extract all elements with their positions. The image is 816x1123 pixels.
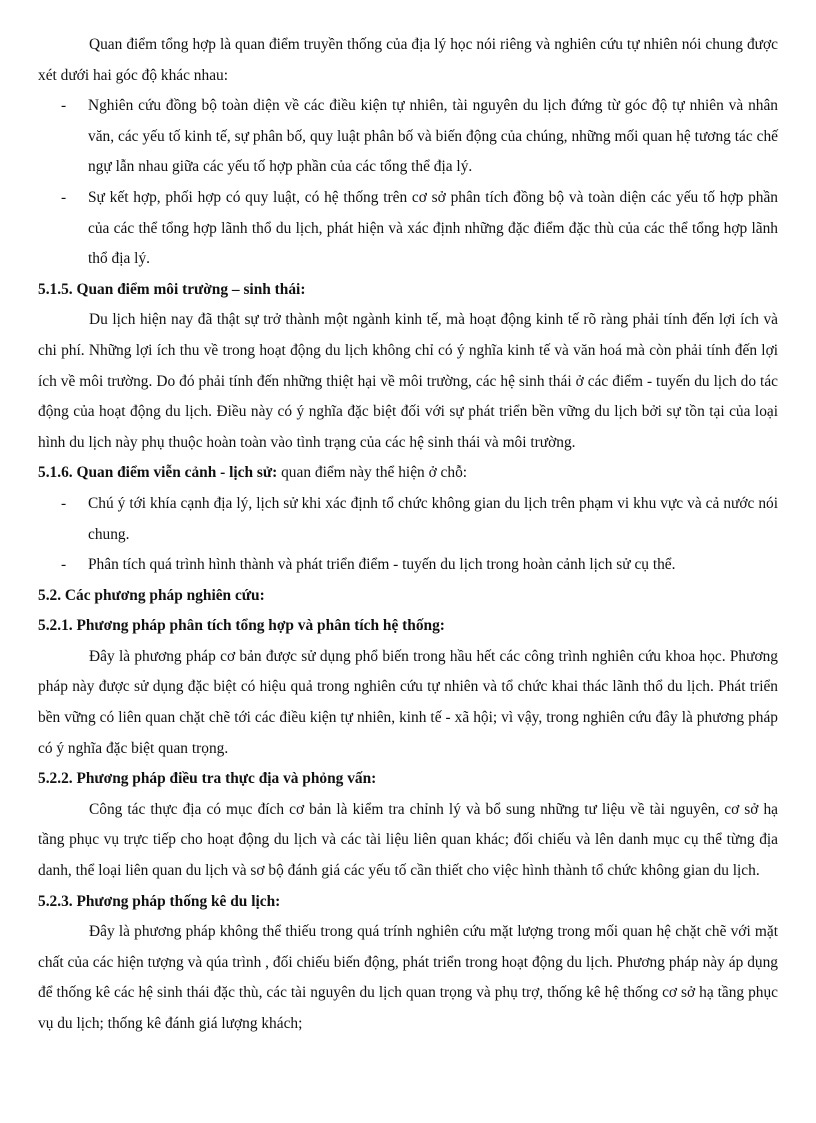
statistics-paragraph: Đây là phương pháp không thể thiếu trong quá trính nghiên cứu mặt lượng trong mối quan hệ chặt chẽ với mặt chất của các hiện tượng và qúa trình , đối chiếu biến động, phát triển trong hoạt động du lịch. Phương pháp này áp dụng để thống kê các hệ sinh thái đặc thù, các tài nguyên du lịch quan trọng và phụ trợ, thống kê hệ thống cơ sở hạ tầng phục vụ du lịch; thống kê đánh giá lượng khách; bbox=[38, 923, 778, 1032]
environment-paragraph: Du lịch hiện nay đã thật sự trở thành một ngành kinh tế, mà hoạt động kinh tế rõ ràng phải tính đến lợi ích và chi phí. Những lợi ích thu về trong hoạt động du lịch không chỉ có ý nghĩa kinh tế và văn hoá mà còn phải tính đến lợi ích về môi trường. Do đó phải tính đến những thiệt hại về môi trường, các hệ sinh thái ở các điểm - tuyến du lịch do tác động của hoạt động du lịch. Điều này có ý nghĩa đặc biệt đối với sự phát triển bền vững du lịch bởi sự tồn tại của loại hình du lịch này phụ thuộc hoàn toàn vào tình trạng của các hệ sinh thái và môi trường. bbox=[38, 311, 778, 451]
list-item bbox=[38, 183, 778, 275]
section-heading-5-1-6 bbox=[38, 458, 778, 489]
section-heading-5-2: 5.2. Các phương pháp nghiên cứu: bbox=[38, 586, 265, 604]
section-heading-5-2-2: 5.2.2. Phương pháp điều tra thực địa và phỏng vấn: bbox=[38, 770, 377, 788]
field-survey-paragraph: Công tác thực địa có mục đích cơ bản là kiểm tra chỉnh lý và bổ sung những tư liệu về tài nguyên, cơ sở hạ tầng phục vụ trực tiếp cho hoạt động du lịch và các tài liệu liên quan khác; đối chiếu và lên danh mục cụ thể từng địa danh, thể loại liên quan du lịch và sơ bộ đánh giá các yếu tố cần thiết cho việc hình thành tổ chức không gian du lịch. bbox=[38, 800, 778, 880]
system-analysis-paragraph: Đây là phương pháp cơ bản được sử dụng phổ biến trong hầu hết các công trình nghiên cứu khoa học. Phương pháp này được sử dụng đặc biệt có hiệu quả trong nghiên cứu tự nhiên và tổ chức khai thác lãnh thổ du lịch. Phát triển bền vững có liên quan chặt chẽ tới các điều kiện tự nhiên, kinh tế - xã hội; vì vậy, trong nghiên cứu đây là phương pháp có ý nghĩa đặc biệt quan trọng. bbox=[38, 647, 778, 757]
bullet-dash: - bbox=[61, 188, 67, 206]
list-item-text: Chú ý tới khía cạnh địa lý, lịch sử khi xác định tổ chức không gian du lịch trên phạm vi khu vực và cả nước nói chung. bbox=[88, 494, 778, 543]
bullet-dash: - bbox=[61, 556, 67, 574]
bullet-dash: - bbox=[61, 494, 67, 512]
list-item bbox=[38, 91, 778, 183]
section-heading-5-2-1: 5.2.1. Phương pháp phân tích tổng hợp và phân tích hệ thống: bbox=[38, 617, 445, 635]
list-item-text: Phân tích quá trình hình thành và phát triển điểm - tuyến du lịch trong hoàn cảnh lịch sử cụ thể. bbox=[88, 556, 676, 574]
section-heading-5-1-5: 5.1.5. Quan điểm môi trường – sinh thái: bbox=[38, 280, 306, 298]
history-bullet-list bbox=[38, 489, 778, 581]
synthesis-bullet-list bbox=[38, 91, 778, 275]
document-page bbox=[38, 30, 778, 1040]
bullet-dash: - bbox=[61, 97, 67, 115]
list-item bbox=[38, 489, 778, 550]
list-item bbox=[38, 550, 778, 581]
intro-paragraph: Quan điểm tổng hợp là quan điểm truyền thống của địa lý học nói riêng và nghiên cứu tự nhiên nói chung được xét dưới hai góc độ khác nhau: bbox=[38, 36, 778, 84]
heading-bold-text: 5.1.6. Quan điểm viễn cảnh - lịch sử: bbox=[38, 464, 278, 482]
section-heading-5-2-3: 5.2.3. Phương pháp thống kê du lịch: bbox=[38, 892, 281, 910]
heading-tail-text: quan điểm này thể hiện ở chỗ: bbox=[277, 464, 468, 482]
list-item-text: Nghiên cứu đồng bộ toàn diện về các điều kiện tự nhiên, tài nguyên du lịch đứng từ góc độ tự nhiên và nhân văn, các yếu tố kinh tế, sự phân bố, quy luật phân bố và biến động của chúng, những mối quan hệ tương tác chế ngự lẫn nhau giữa các yếu tố hợp phần của các tổng thể địa lý. bbox=[88, 97, 778, 176]
list-item-text: Sự kết hợp, phối hợp có quy luật, có hệ thống trên cơ sở phân tích đồng bộ và toàn diện các yếu tố hợp phần của các thể tổng hợp lãnh thổ du lịch, phát hiện và xác định những đặc điểm đặc thù của các thể tổng hợp lãnh thổ địa lý. bbox=[88, 188, 778, 268]
